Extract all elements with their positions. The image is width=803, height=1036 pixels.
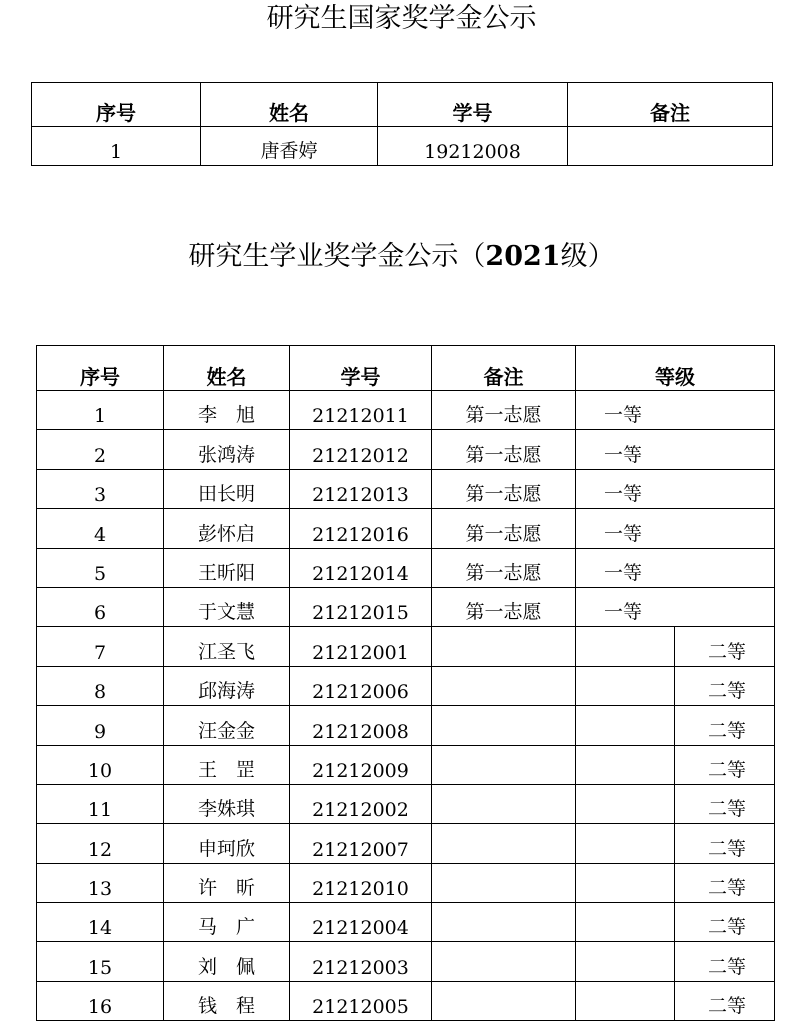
cell-grade-empty <box>675 509 775 548</box>
cell-no: 12 <box>37 824 164 863</box>
cell-name: 李 旭 <box>164 391 290 430</box>
cell-no: 5 <box>37 548 164 587</box>
cell-name: 许 昕 <box>164 863 290 902</box>
cell-grade-empty <box>576 903 675 942</box>
table-row <box>37 430 775 469</box>
table-row <box>37 469 775 508</box>
cell-name: 李姝琪 <box>164 784 290 823</box>
cell-grade-empty <box>576 706 675 745</box>
cell-note <box>432 942 576 981</box>
cell-no: 9 <box>37 706 164 745</box>
cell-id: 21212015 <box>290 587 432 626</box>
header-grade: 等级 <box>576 346 775 391</box>
cell-id: 21212014 <box>290 548 432 587</box>
cell-grade: 二等 <box>675 706 775 745</box>
cell-grade: 一等 <box>576 469 675 508</box>
cell-grade: 二等 <box>675 666 775 705</box>
cell-id: 21212009 <box>290 745 432 784</box>
cell-grade: 一等 <box>576 509 675 548</box>
cell-name: 钱 程 <box>164 981 290 1020</box>
national-scholarship-title: 研究生国家奖学金公示 <box>266 3 537 34</box>
header-note: 备注 <box>432 346 576 391</box>
cell-grade-empty <box>675 587 775 626</box>
cell-grade-empty <box>576 981 675 1020</box>
cell-grade: 二等 <box>675 784 775 823</box>
header-id: 学号 <box>378 83 568 127</box>
title-prefix: 研究生学业奖学金公示（ <box>188 241 486 272</box>
table-row <box>37 548 775 587</box>
table-row <box>37 391 775 430</box>
cell-id: 21212005 <box>290 981 432 1020</box>
cell-note <box>432 784 576 823</box>
cell-grade: 一等 <box>576 587 675 626</box>
cell-grade-empty <box>675 548 775 587</box>
header-note: 备注 <box>568 83 773 127</box>
cell-id: 21212011 <box>290 391 432 430</box>
national-scholarship-table <box>31 82 773 166</box>
table-header-row <box>37 346 775 391</box>
cell-no: 13 <box>37 863 164 902</box>
cell-no: 6 <box>37 587 164 626</box>
header-name: 姓名 <box>201 83 378 127</box>
cell-name: 刘 佩 <box>164 942 290 981</box>
cell-note <box>432 981 576 1020</box>
cell-grade: 二等 <box>675 981 775 1020</box>
cell-id: 21212008 <box>290 706 432 745</box>
header-no: 序号 <box>37 346 164 391</box>
table-row <box>37 942 775 981</box>
cell-name: 马 广 <box>164 903 290 942</box>
cell-name: 王 罡 <box>164 745 290 784</box>
header-name: 姓名 <box>164 346 290 391</box>
cell-grade-empty <box>576 863 675 902</box>
cell-grade: 二等 <box>675 863 775 902</box>
cell-note <box>432 903 576 942</box>
cell-grade-empty <box>576 745 675 784</box>
table-row <box>37 824 775 863</box>
cell-id: 19212008 <box>378 127 568 166</box>
table-row <box>37 784 775 823</box>
title-year: 2021 <box>485 241 561 272</box>
table-row <box>37 745 775 784</box>
cell-id: 21212016 <box>290 509 432 548</box>
cell-grade: 二等 <box>675 824 775 863</box>
cell-grade: 二等 <box>675 942 775 981</box>
cell-note <box>432 863 576 902</box>
cell-no: 4 <box>37 509 164 548</box>
cell-note <box>432 745 576 784</box>
cell-grade-empty <box>576 824 675 863</box>
header-id: 学号 <box>290 346 432 391</box>
table-header-row <box>32 83 773 127</box>
cell-no: 1 <box>37 391 164 430</box>
cell-name: 唐香婷 <box>201 127 378 166</box>
cell-no: 11 <box>37 784 164 823</box>
cell-id: 21212010 <box>290 863 432 902</box>
cell-name: 汪金金 <box>164 706 290 745</box>
cell-note <box>432 706 576 745</box>
cell-note: 第一志愿 <box>432 430 576 469</box>
cell-grade-empty <box>576 784 675 823</box>
cell-grade-empty <box>675 430 775 469</box>
cell-id: 21212003 <box>290 942 432 981</box>
cell-id: 21212002 <box>290 784 432 823</box>
cell-id: 21212012 <box>290 430 432 469</box>
header-no: 序号 <box>32 83 201 127</box>
cell-no: 16 <box>37 981 164 1020</box>
cell-no: 15 <box>37 942 164 981</box>
cell-note <box>432 666 576 705</box>
academic-scholarship-title <box>0 240 803 274</box>
cell-name: 田长明 <box>164 469 290 508</box>
cell-no: 8 <box>37 666 164 705</box>
cell-grade: 一等 <box>576 430 675 469</box>
cell-note <box>432 824 576 863</box>
cell-id: 21212007 <box>290 824 432 863</box>
cell-grade-empty <box>675 469 775 508</box>
cell-name: 王昕阳 <box>164 548 290 587</box>
title-suffix: 级） <box>560 241 615 272</box>
cell-name: 江圣飞 <box>164 627 290 666</box>
table-row <box>37 509 775 548</box>
cell-grade-empty <box>576 666 675 705</box>
cell-name: 张鸿涛 <box>164 430 290 469</box>
table-row <box>37 903 775 942</box>
table-row <box>37 627 775 666</box>
cell-no: 7 <box>37 627 164 666</box>
table-row <box>37 863 775 902</box>
cell-id: 21212004 <box>290 903 432 942</box>
cell-grade: 一等 <box>576 548 675 587</box>
cell-no: 3 <box>37 469 164 508</box>
table-row <box>37 666 775 705</box>
academic-table-body <box>37 391 775 1021</box>
cell-no: 14 <box>37 903 164 942</box>
table-row <box>37 587 775 626</box>
cell-name: 彭怀启 <box>164 509 290 548</box>
cell-note <box>432 627 576 666</box>
cell-name: 邱海涛 <box>164 666 290 705</box>
cell-id: 21212006 <box>290 666 432 705</box>
academic-scholarship-table <box>36 345 775 1021</box>
cell-note: 第一志愿 <box>432 391 576 430</box>
cell-grade: 二等 <box>675 903 775 942</box>
cell-grade: 二等 <box>675 745 775 784</box>
table-row <box>32 127 773 166</box>
cell-no: 2 <box>37 430 164 469</box>
cell-grade-empty <box>675 391 775 430</box>
table-row <box>37 706 775 745</box>
cell-grade-empty <box>576 942 675 981</box>
cell-note: 第一志愿 <box>432 469 576 508</box>
cell-grade: 一等 <box>576 391 675 430</box>
cell-grade: 二等 <box>675 627 775 666</box>
cell-no: 1 <box>32 127 201 166</box>
cell-id: 21212001 <box>290 627 432 666</box>
cell-grade-empty <box>576 627 675 666</box>
cell-name: 于文慧 <box>164 587 290 626</box>
cell-note <box>568 127 773 166</box>
cell-name: 申珂欣 <box>164 824 290 863</box>
table-row <box>37 981 775 1020</box>
cell-note: 第一志愿 <box>432 509 576 548</box>
cell-id: 21212013 <box>290 469 432 508</box>
cell-no: 10 <box>37 745 164 784</box>
cell-note: 第一志愿 <box>432 548 576 587</box>
cell-note: 第一志愿 <box>432 587 576 626</box>
